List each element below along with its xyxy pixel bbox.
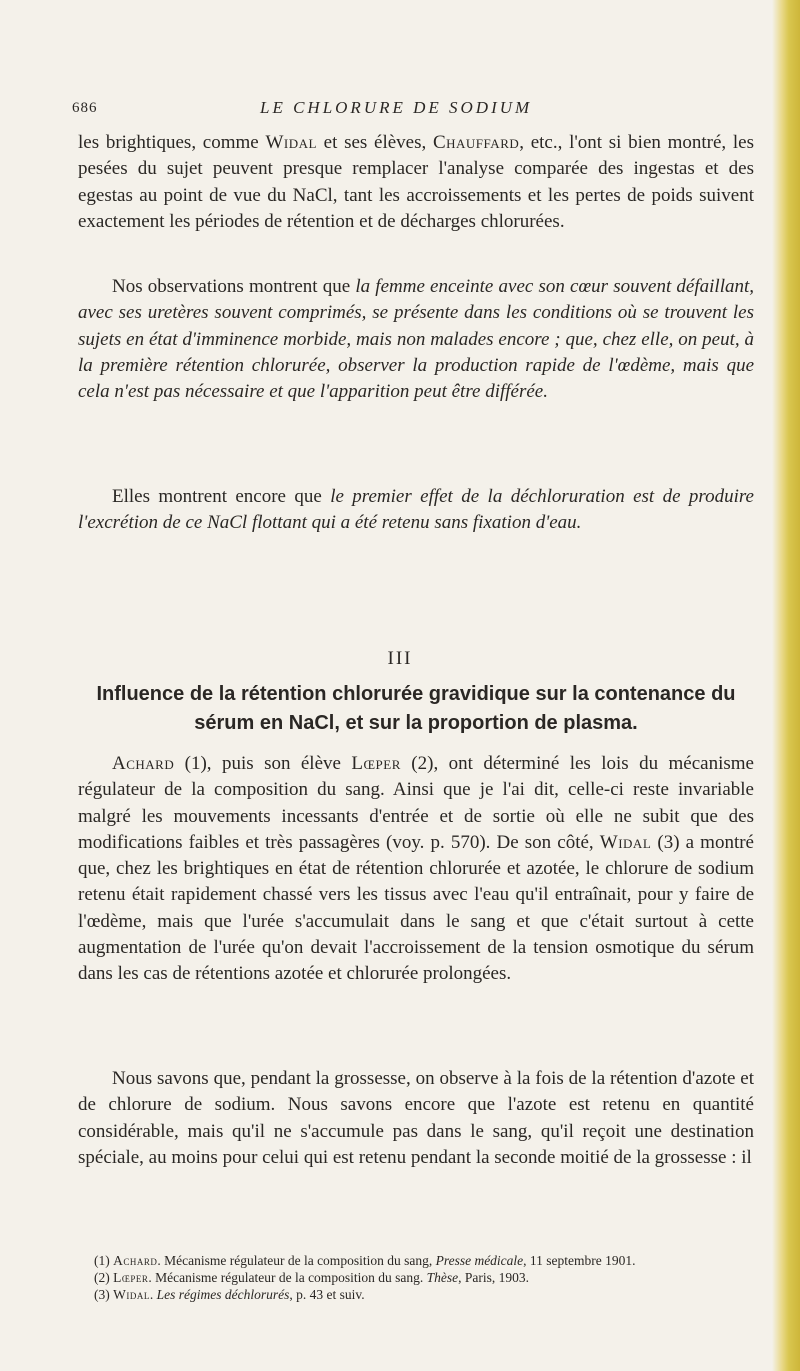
fn1-author: Achard	[113, 1253, 158, 1268]
fn2-title: . Mécanisme régulateur de la composition du sang.	[148, 1270, 427, 1285]
paragraph-5	[78, 1066, 754, 1171]
page-number: 686	[72, 100, 98, 116]
page-edge	[772, 0, 800, 1371]
fn3-pages: , p. 43 et suiv.	[289, 1287, 365, 1302]
p3-text-a: Elles montrent encore que	[112, 486, 331, 507]
running-head: LE CHLORURE DE SODIUM	[260, 98, 533, 117]
p4-text-f: (3) a montré que, chez les brightiques en état de rétention chlorurée et azotée, le chlorure de sodium retenu était rapidement chassé vers les tissus avec l'eau qu'il entraînait, pour y faire de l'œdème, mais que l'urée s'accumulait dans le sang et que c'était surtout à cette augmentation de l'urée qu'on devait l'accroissement de la tension osmotique du sérum dans les cas de rétentions azotée et chlorurée prolongées.	[78, 831, 754, 985]
author-achard: Achard	[112, 753, 175, 774]
paragraph-1	[78, 130, 754, 235]
fn2-date: , Paris, 1903.	[458, 1270, 529, 1285]
p4-text-b: (1), puis son élève	[174, 753, 352, 774]
paragraph-2	[78, 274, 754, 405]
author-loeper: Lœper	[351, 753, 401, 774]
page-header	[0, 98, 800, 122]
p3-italic: le premier effet de la déchloruration est de produire l'excrétion de ce NaCl flottant qui a été retenu sans fixation d'eau.	[78, 486, 754, 534]
paragraph-3	[78, 484, 754, 537]
p4-text-d: (2), ont déterminé les lois du mécanisme régulateur de la composition du sang. Ainsi que je l'ai dit, celle-ci reste invariable malgré les mouvements incessants d'entrée et de sortie où elle ne subit que des modifications faibles et très passagères (voy. p. 570). De son côté,	[78, 753, 754, 853]
fn2-mark: (2)	[94, 1270, 114, 1285]
fn3-book: Les régimes déchlorurés	[156, 1287, 290, 1302]
p1-text-e: , etc., l'ont si bien montré, les pesées du sujet peuvent presque remplacer l'analyse comparée des ingestas et des egestas au point de vue du NaCl, tant les accroissements et les pertes de poids suivent exactement les périodes de rétention et de décharges chlorurées.	[78, 132, 755, 232]
p5-text: Nous savons que, pendant la grossesse, on observe à la fois de la rétention d'azote et de chlorure de sodium. Nous savons encore que l'azote est retenu en quantité considérable, mais qu'il ne s'accumule pas dans le sang, qu'il reçoit une destination spéciale, au moins pour celui qui est retenu pendant la seconde moitié de la grossesse : il	[78, 1068, 754, 1168]
p1-text-c: et ses élèves,	[316, 132, 433, 153]
p1-text-a: les brightiques, comme	[78, 132, 266, 153]
fn2-author: Lœper	[113, 1270, 149, 1285]
author-widal-2: Widal	[599, 831, 652, 853]
fn1-title: . Mécanisme régulateur de la composition du sang,	[157, 1253, 436, 1268]
fn1-journal: Presse médicale	[435, 1253, 524, 1268]
fn3-sep: .	[149, 1287, 157, 1302]
p2-text-a: Nos observations montrent que	[112, 276, 356, 297]
footnotes	[78, 1252, 754, 1303]
fn1-date: , 11 septembre 1901.	[523, 1253, 636, 1268]
section-number: III	[387, 648, 413, 669]
author-widal: Widal	[265, 132, 317, 153]
fn3-mark: (3)	[94, 1287, 114, 1302]
fn2-these: Thèse	[426, 1270, 459, 1285]
author-chauffard: Chauffard	[432, 132, 520, 153]
section-title: Influence de la rétention chlorurée gravidique sur la contenance du sérum en NaCl, et sur la proportion de plasma.	[96, 683, 736, 734]
fn3-author: Widal	[113, 1287, 150, 1302]
fn1-mark: (1)	[94, 1253, 114, 1268]
footnote-2	[78, 1269, 754, 1286]
paragraph-4	[78, 751, 754, 988]
footnote-1	[78, 1252, 754, 1269]
footnote-3	[78, 1286, 754, 1303]
p2-italic: la femme enceinte avec son cœur souvent défaillant, avec ses uretères souvent comprimés, se présente dans les conditions où se trouvent les sujets en état d'imminence morbide, mais non malades encore ; que, chez elle, on peut, à la première rétention chlorurée, observer la production rapide de l'œdème, mais que cela n'est pas nécessaire et que l'apparition peut être différée.	[78, 276, 754, 403]
